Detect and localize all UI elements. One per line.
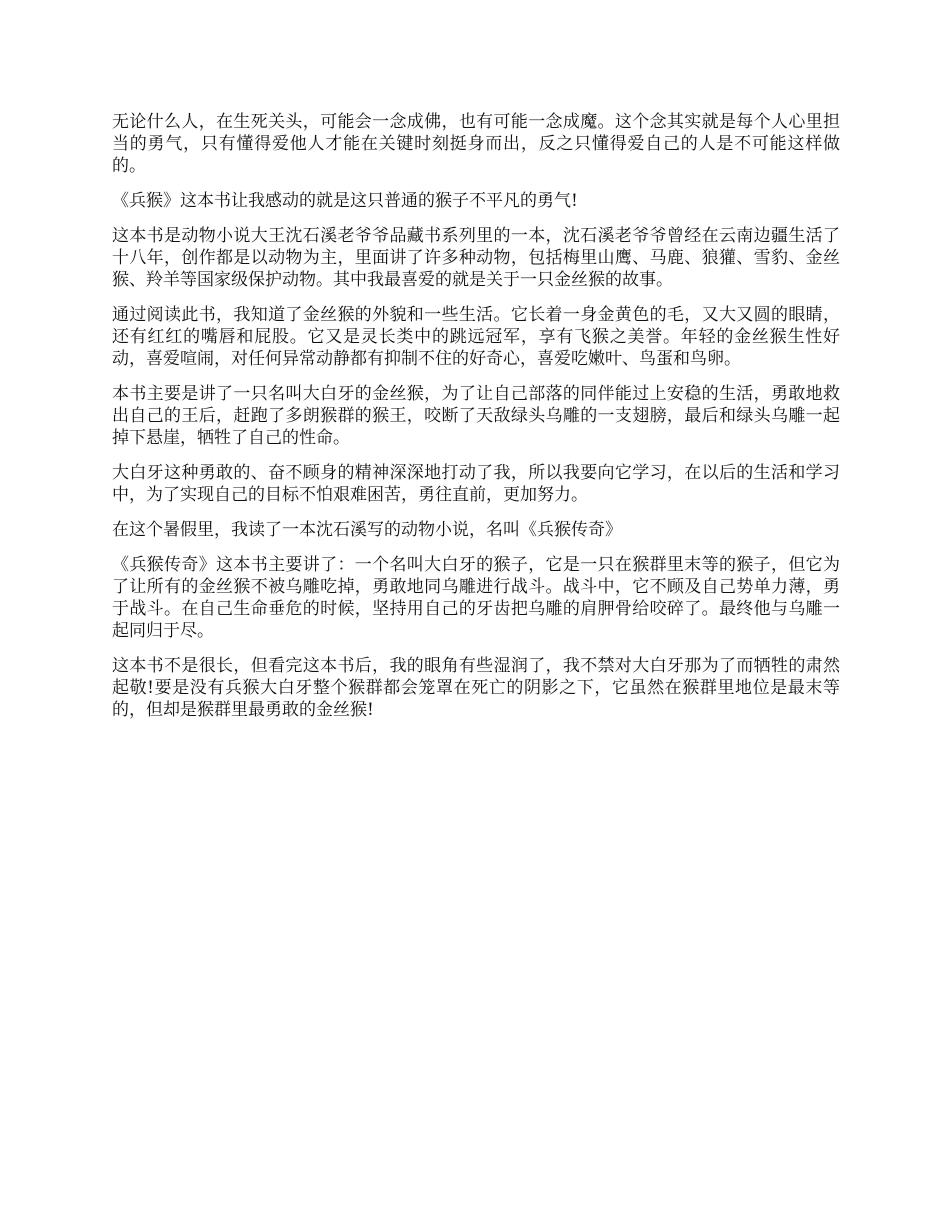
paragraph: 在这个暑假里，我读了一本沈石溪写的动物小说，名叫《兵猴传奇》 (112, 520, 622, 540)
paragraph: 无论什么人，在生死关头，可能会一念成佛，也有可能一念成魔。这个念其实就是每个人心里担当的勇气，只有懂得爱他人才能在关键时刻挺身而出，反之只懂得爱自己的人是不可能这样做的。 (112, 112, 840, 176)
paragraph: 通过阅读此书，我知道了金丝猴的外貌和一些生活。它长着一身金黄色的毛，又大又圆的眼睛，还有红红的嘴唇和屁股。它又是灵长类中的跳远冠军，享有飞猴之美誉。年轻的金丝猴生性好动，喜爱喧闹，对任何异常动静都有抑制不住的好奇心，喜爱吃嫩叶、鸟蛋和鸟卵。 (112, 305, 840, 369)
paragraph: 《兵猴》这本书让我感动的就是这只普通的猴子不平凡的勇气! (112, 191, 578, 211)
paragraph: 大白牙这种勇敢的、奋不顾身的精神深深地打动了我，所以我要向它学习，在以后的生活和学习中，为了实现自己的目标不怕艰难困苦，勇往直前，更加努力。 (112, 463, 840, 505)
document-body (112, 111, 840, 734)
paragraph: 这本书不是很长，但看完这本书后，我的眼角有些湿润了，我不禁对大白牙那为了而牺牲的肃然起敬!要是没有兵猴大白牙整个猴群都会笼罩在死亡的阴影之下，它虽然在猴群里地位是最末等的，但却是猴群里最勇敢的金丝猴! (112, 656, 840, 720)
paragraph: 这本书是动物小说大王沈石溪老爷爷品藏书系列里的一本，沈石溪老爷爷曾经在云南边疆生活了十八年，创作都是以动物为主，里面讲了许多种动物，包括梅里山鹰、马鹿、狼獾、雪豹、金丝猴、羚羊等国家级保护动物。其中我最喜爱的就是关于一只金丝猴的故事。 (112, 226, 840, 290)
paragraph: 本书主要是讲了一只名叫大白牙的金丝猴，为了让自己部落的同伴能过上安稳的生活，勇敢地救出自己的王后，赶跑了多朗猴群的猴王，咬断了天敌绿头乌雕的一支翅膀，最后和绿头乌雕一起掉下悬崖，牺牲了自己的性命。 (112, 384, 840, 448)
paragraph: 《兵猴传奇》这本书主要讲了：一个名叫大白牙的猴子，它是一只在猴群里末等的猴子，但它为了让所有的金丝猴不被乌雕吃掉，勇敢地同乌雕进行战斗。战斗中，它不顾及自己势单力薄，勇于战斗。在自己生命垂危的时候，坚持用自己的牙齿把乌雕的肩胛骨给咬碎了。最终他与乌雕一起同归于尽。 (112, 555, 840, 641)
